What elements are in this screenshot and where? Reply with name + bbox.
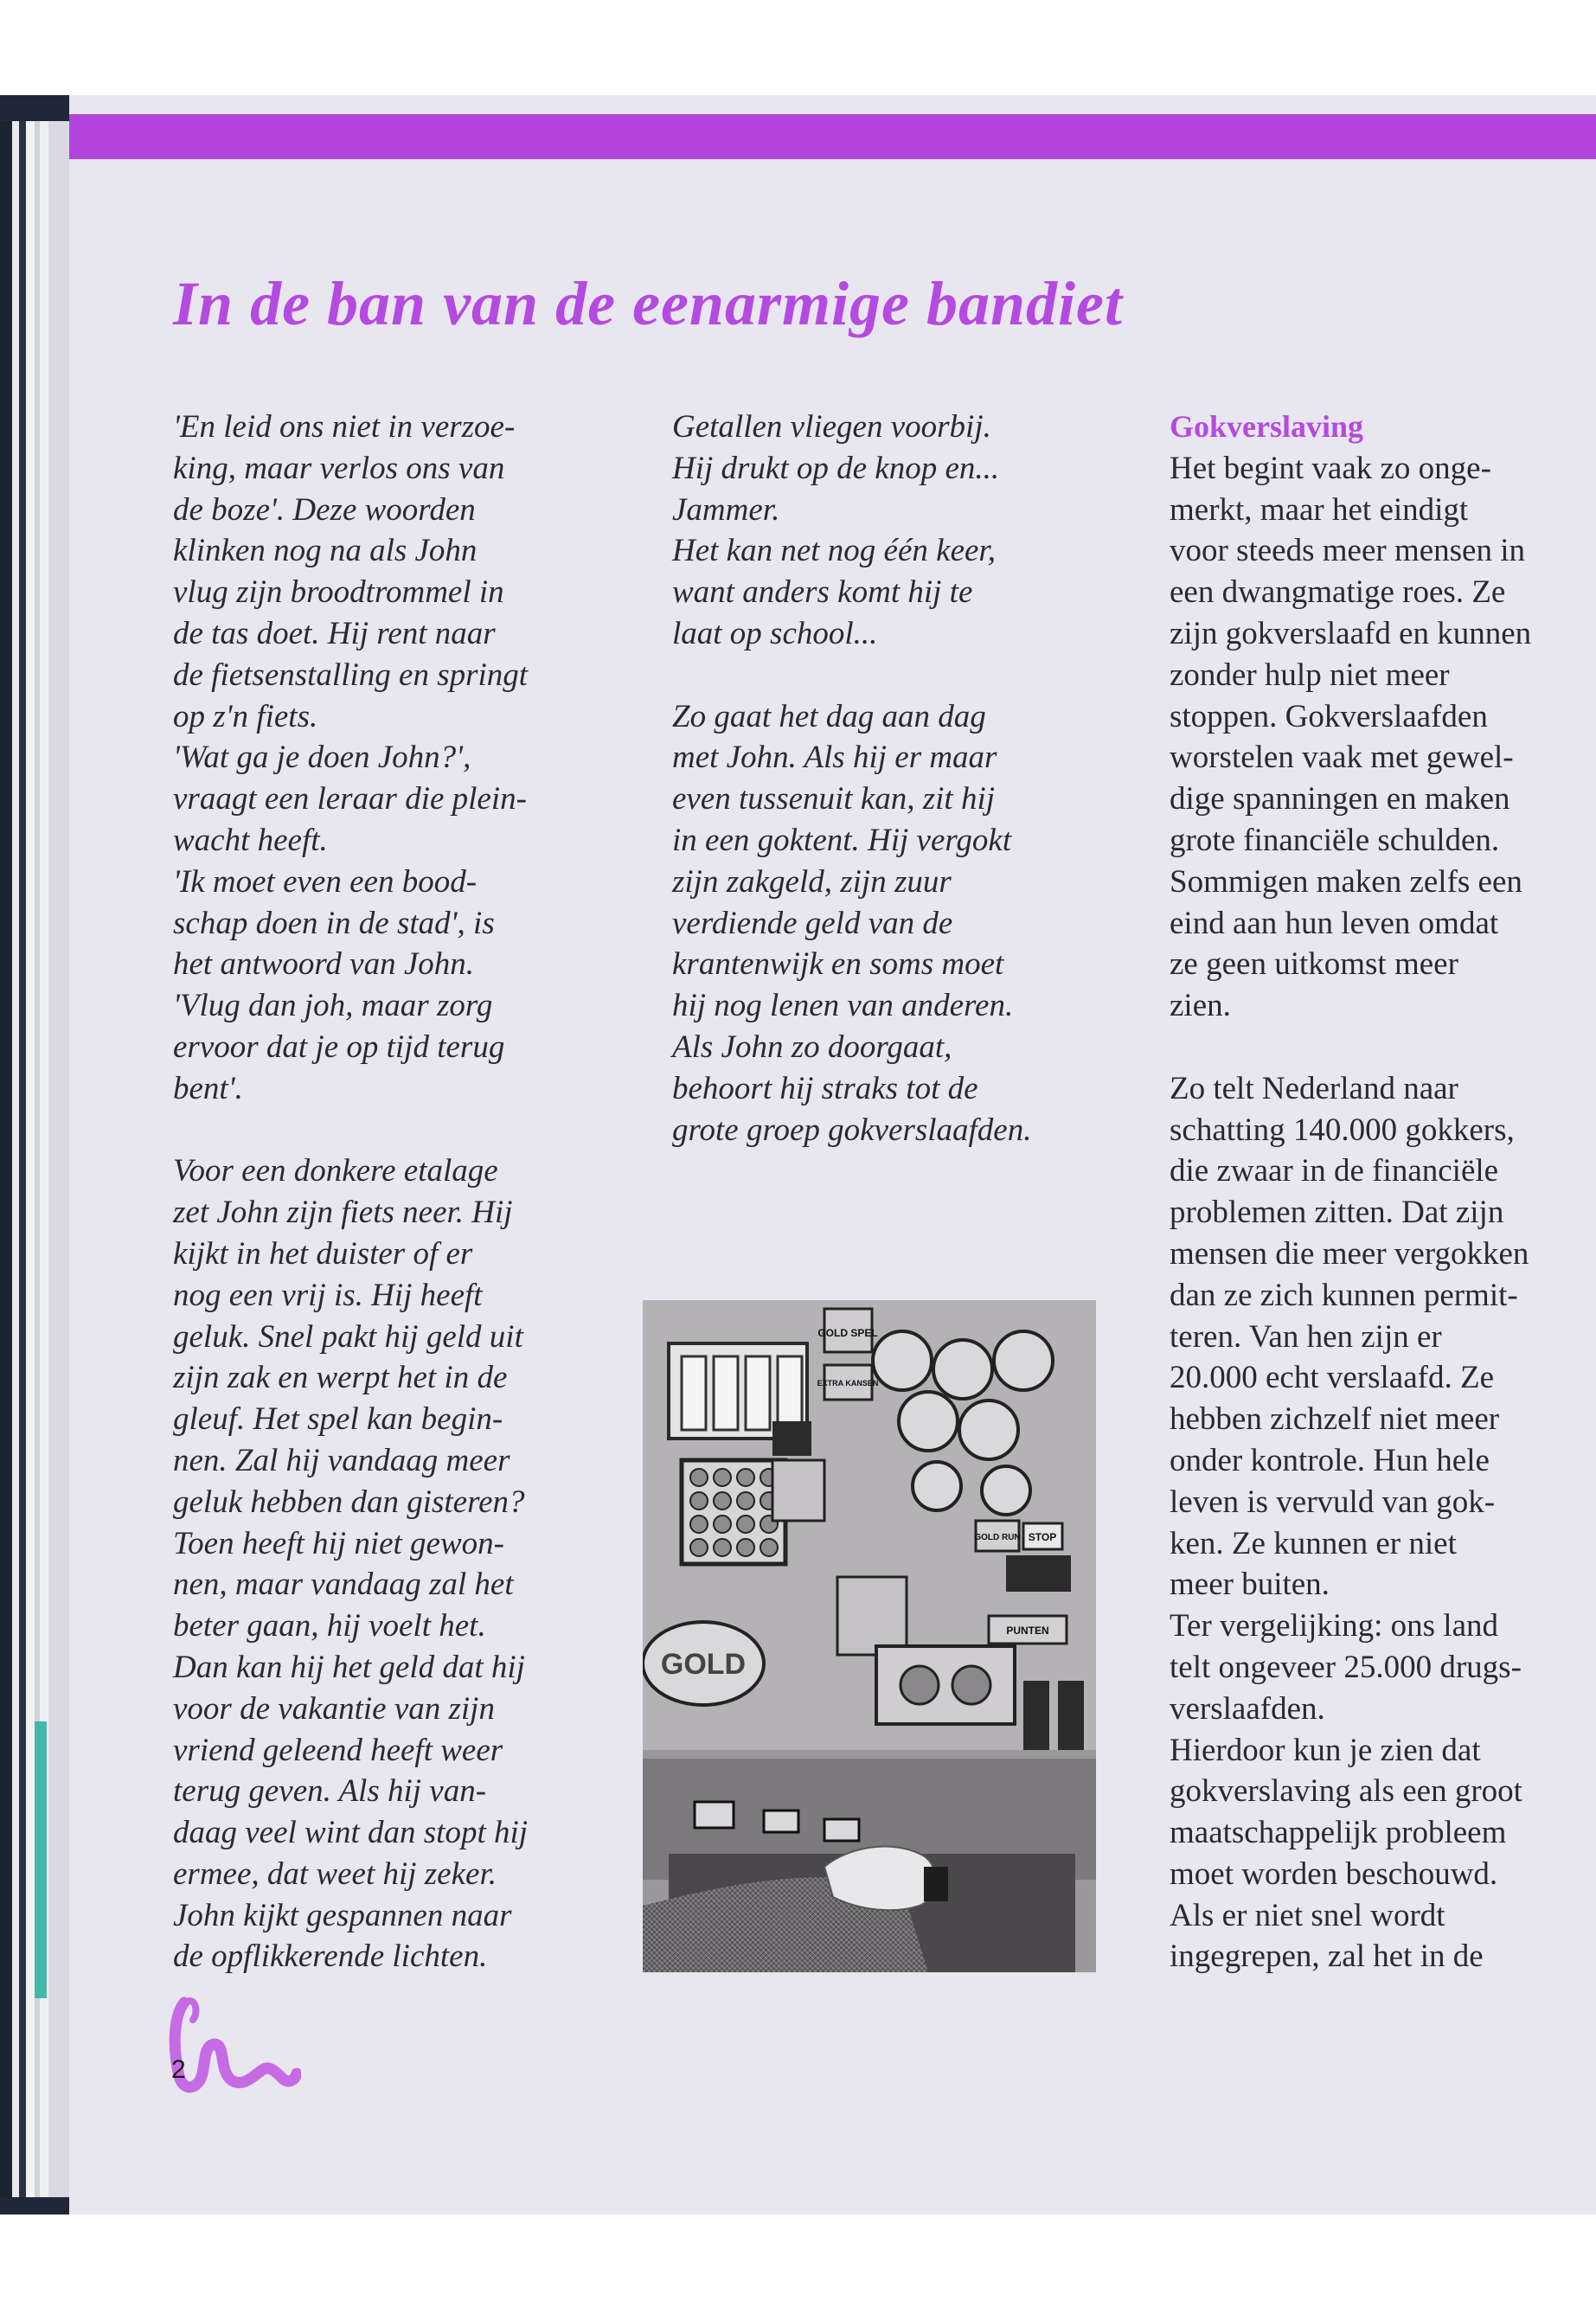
text-line: meer buiten. xyxy=(1170,1567,1330,1603)
text-line: nog een vrij is. Hij heeft xyxy=(173,1277,483,1313)
magazine-logo xyxy=(167,1994,301,2096)
text-line: krantenwijk en soms moet xyxy=(672,946,1004,983)
text-line: zijn zakgeld, zijn zuur xyxy=(672,863,952,900)
text-line: de tas doet. Hij rent naar xyxy=(173,615,496,651)
text-line: dige spanningen en maken xyxy=(1170,781,1510,817)
text-line: geluk. Snel pakt hij geld uit xyxy=(173,1318,523,1355)
paragraph-gap xyxy=(173,1110,692,1151)
text-line: gokverslaving als een groot xyxy=(1170,1773,1522,1810)
text-line: in een goktent. Hij vergokt xyxy=(672,822,1012,858)
paragraph-gap xyxy=(1170,1027,1585,1068)
text-line: Hij drukt op de knop en... xyxy=(672,450,1000,486)
text-line: verslaafden. xyxy=(1170,1690,1325,1727)
text-line: telt ongeveer 25.000 drugs- xyxy=(1170,1649,1522,1685)
text-line: schap doen in de stad', is xyxy=(173,905,495,941)
text-line: leven is vervuld van gok- xyxy=(1170,1484,1496,1520)
story-column-2 xyxy=(672,407,1174,1150)
text-line: zet John zijn fiets neer. Hij xyxy=(173,1195,513,1231)
text-line: de fietsenstalling en springt xyxy=(173,657,529,693)
text-line: vriend geleend heeft weer xyxy=(173,1732,503,1768)
text-line: maatschappelijk probleem xyxy=(1170,1815,1507,1851)
text-line: Het kan net nog één keer, xyxy=(672,533,996,569)
text-line: de opflikkerende lichten. xyxy=(173,1939,488,1975)
text-line: schatting 140.000 gokkers, xyxy=(1170,1112,1515,1148)
text-line: Getallen vliegen voorbij. xyxy=(672,409,991,445)
text-line: beter gaan, hij voelt het. xyxy=(173,1608,486,1644)
text-line: ze geen uitkomst meer xyxy=(1170,946,1458,983)
text-line: Als John zo doorgaat, xyxy=(672,1029,952,1065)
text-line: ermee, dat weet hij zeker. xyxy=(173,1856,497,1892)
text-line: verdiende geld van de xyxy=(672,905,953,941)
text-line: Zo telt Nederland naar xyxy=(1170,1070,1458,1106)
text-line: Hierdoor kun je zien dat xyxy=(1170,1732,1481,1768)
text-line: ervoor dat je op tijd terug xyxy=(173,1029,505,1065)
text-line: terug geven. Als hij van- xyxy=(173,1773,487,1810)
text-line: mensen die meer vergokken xyxy=(1170,1235,1529,1272)
text-line: Toen heeft hij niet gewon- xyxy=(173,1525,504,1561)
teal-page-edge xyxy=(35,1721,47,1998)
text-line: wacht heeft. xyxy=(173,822,328,858)
text-line: zijn zak en werpt het in de xyxy=(173,1360,508,1396)
gold-spel-label: GOLD SPEL xyxy=(817,1327,878,1339)
page-title: In de ban van de eenarmige bandiet xyxy=(173,269,1123,338)
text-line: ingegrepen, zal het in de xyxy=(1170,1939,1484,1975)
purple-header-bar xyxy=(69,114,1596,159)
gold-logo-label: GOLD xyxy=(660,1648,747,1681)
text-line: merkt, maar het eindigt xyxy=(1170,491,1469,528)
text-line: zonder hulp niet meer xyxy=(1170,657,1450,693)
slot-machine-photo xyxy=(643,1300,1096,1972)
text-line: Het begint vaak zo onge- xyxy=(1170,450,1491,486)
text-line: eind aan hun leven omdat xyxy=(1170,905,1499,941)
text-line: voor steeds meer mensen in xyxy=(1170,533,1525,569)
article-column-gokverslaving xyxy=(1170,407,1585,1977)
text-line: gleuf. Het spel kan begin- xyxy=(173,1401,503,1438)
text-line: kijkt in het duister of er xyxy=(173,1235,473,1272)
paragraph-gap xyxy=(672,655,1174,696)
text-line: zien. xyxy=(1170,988,1231,1024)
text-line: geluk hebben dan gisteren? xyxy=(173,1484,525,1520)
text-line: 'Ik moet even een bood- xyxy=(173,863,478,900)
text-line: moet worden beschouwd. xyxy=(1170,1856,1498,1892)
text-line: grote financiële schulden. xyxy=(1170,822,1500,858)
text-line: het antwoord van John. xyxy=(173,946,475,983)
text-line: Sommigen maken zelfs een xyxy=(1170,863,1522,900)
text-line: hij nog lenen van anderen. xyxy=(672,988,1014,1024)
magazine-page xyxy=(69,95,1596,2214)
text-line: want anders komt hij te xyxy=(672,574,973,611)
text-line: Voor een donkere etalage xyxy=(173,1153,498,1189)
scan-top-margin xyxy=(0,0,1596,95)
punten-label: PUNTEN xyxy=(1006,1625,1049,1637)
text-line: Jammer. xyxy=(672,491,780,528)
gold-run-label: GOLD RUN xyxy=(974,1533,1021,1542)
text-line: Dan kan hij het geld dat hij xyxy=(173,1649,525,1685)
story-column-1 xyxy=(173,407,692,1977)
scan-bottom-margin xyxy=(0,2214,1596,2301)
text-line: 'Vlug dan joh, maar zorg xyxy=(173,988,493,1024)
text-line: klinken nog na als John xyxy=(173,533,478,569)
text-line: hebben zichzelf niet meer xyxy=(1170,1401,1500,1438)
text-line: bent'. xyxy=(173,1070,243,1106)
text-line: problemen zitten. Dat zijn xyxy=(1170,1195,1504,1231)
stop-label: STOP xyxy=(1028,1531,1057,1543)
text-line: behoort hij straks tot de xyxy=(672,1070,978,1106)
text-line: 'Wat ga je doen John?', xyxy=(173,740,471,776)
text-line: grote groep gokverslaafden. xyxy=(672,1112,1032,1148)
text-line: onder kontrole. Hun hele xyxy=(1170,1442,1490,1478)
section-heading: Gokverslaving xyxy=(1170,409,1364,444)
text-line: op z'n fiets. xyxy=(173,698,318,734)
text-line: die zwaar in de financiële xyxy=(1170,1153,1499,1189)
text-line: daag veel wint dan stopt hij xyxy=(173,1815,529,1851)
text-line: teren. Van hen zijn er xyxy=(1170,1318,1442,1355)
extra-kansen-label: EXTRA KANSEN xyxy=(817,1379,879,1388)
text-line: ken. Ze kunnen er niet xyxy=(1170,1525,1457,1561)
text-line: zijn gokverslaafd en kunnen xyxy=(1170,615,1532,651)
text-line: Zo gaat het dag aan dag xyxy=(672,698,986,734)
text-line: laat op school... xyxy=(672,615,878,651)
text-line: de boze'. Deze woorden xyxy=(173,491,476,528)
text-line: even tussenuit kan, zit hij xyxy=(672,781,996,817)
text-line: 'En leid ons niet in verzoe- xyxy=(173,409,516,445)
text-line: Als er niet snel wordt xyxy=(1170,1897,1445,1933)
text-line: met John. Als hij er maar xyxy=(672,740,997,776)
text-line: vraagt een leraar die plein- xyxy=(173,781,527,817)
text-line: worstelen vaak met gewel- xyxy=(1170,740,1514,776)
text-line: dan ze zich kunnen permit- xyxy=(1170,1277,1518,1313)
text-line: stoppen. Gokverslaafden xyxy=(1170,698,1488,734)
text-line: John kijkt gespannen naar xyxy=(173,1897,512,1933)
text-line: voor de vakantie van zijn xyxy=(173,1690,495,1727)
text-line: Ter vergelijking: ons land xyxy=(1170,1608,1499,1644)
text-line: nen. Zal hij vandaag meer xyxy=(173,1442,510,1478)
text-line: vlug zijn broodtrommel in xyxy=(173,574,504,611)
text-line: nen, maar vandaag zal het xyxy=(173,1567,514,1603)
text-line: een dwangmatige roes. Ze xyxy=(1170,574,1506,611)
page-number: 2 xyxy=(171,2055,186,2084)
text-line: 20.000 echt verslaafd. Ze xyxy=(1170,1360,1494,1396)
text-line: king, maar verlos ons van xyxy=(173,450,505,486)
